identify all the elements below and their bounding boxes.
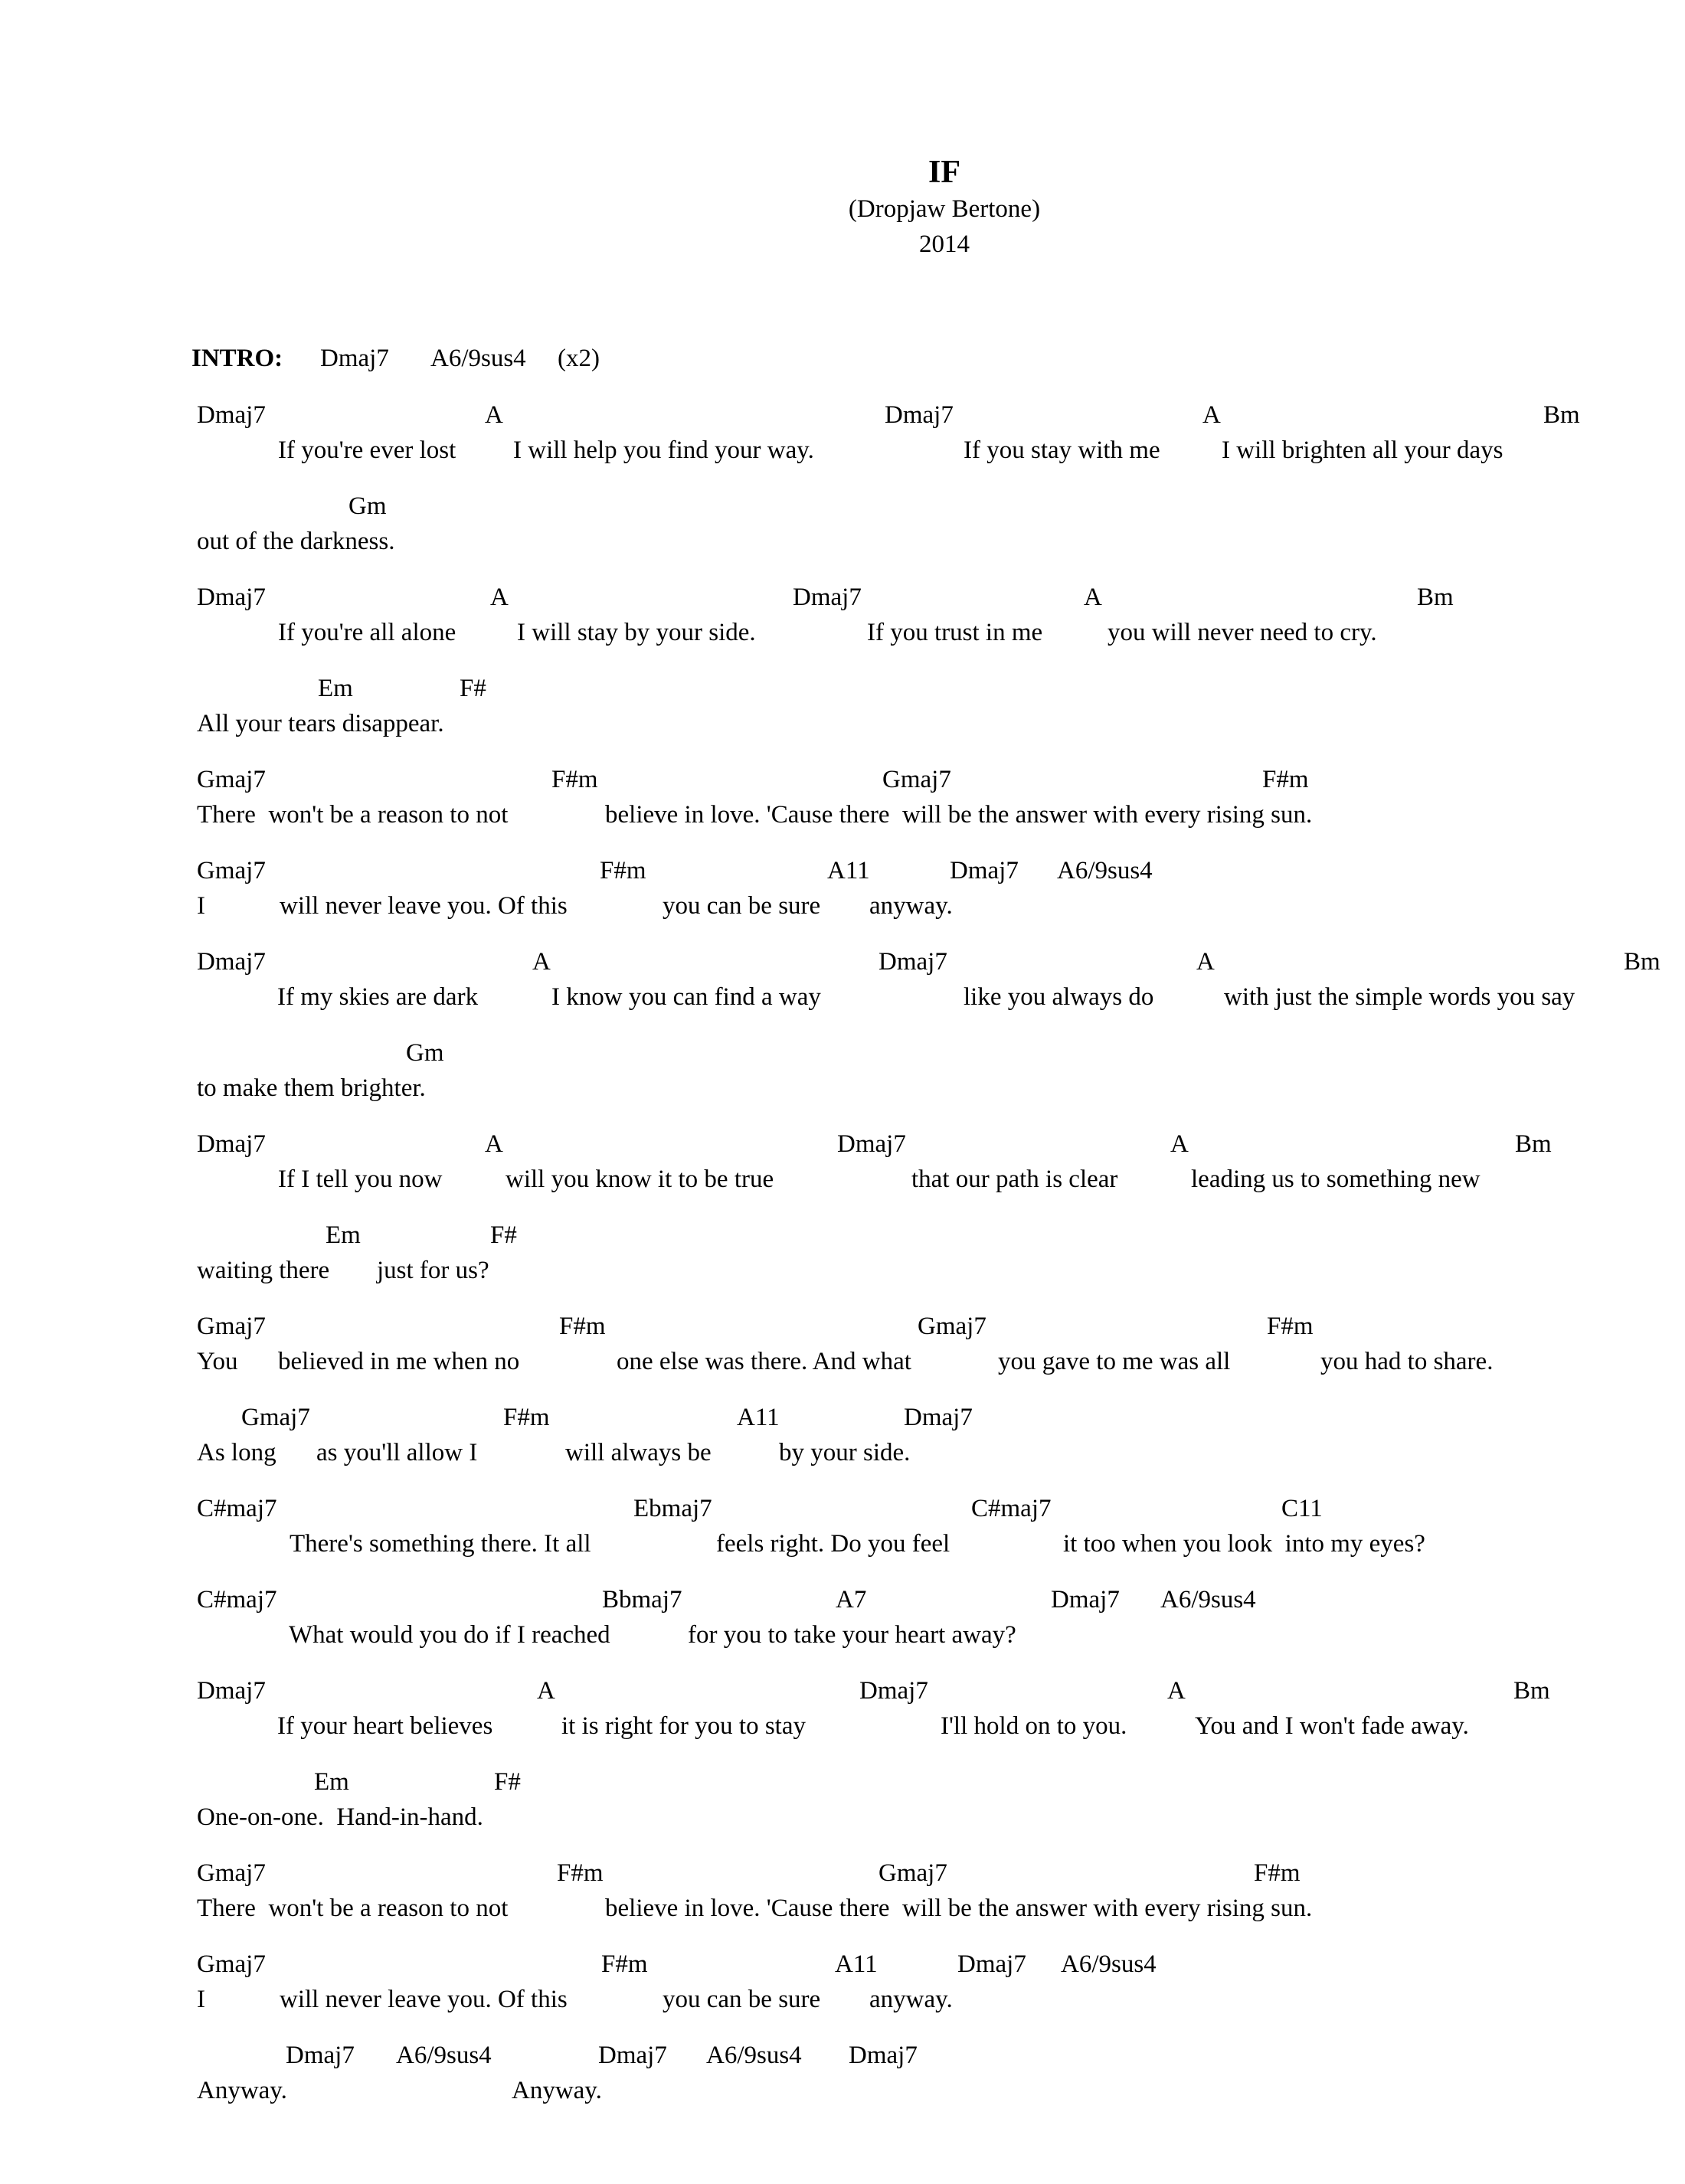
lyric-segment: You <box>197 1348 238 1375</box>
lyric-segment: anyway. <box>869 892 953 920</box>
chord: Dmaj7 <box>885 401 954 429</box>
lyric-segment: If your heart believes <box>277 1712 493 1740</box>
chord-line <box>0 944 1685 979</box>
song-section <box>0 1126 1685 1197</box>
chord: Gmaj7 <box>241 1404 310 1431</box>
song-section <box>0 762 1685 832</box>
chord: Bm <box>1515 1130 1552 1158</box>
chord: C#maj7 <box>197 1586 277 1613</box>
lyric-segment: like you always do <box>964 983 1154 1011</box>
chord: F#m <box>1254 1859 1301 1887</box>
chord: F#m <box>1262 766 1309 793</box>
chord: C11 <box>1281 1495 1323 1522</box>
chord-line <box>0 397 1685 433</box>
song-section <box>0 1218 1685 1288</box>
chord: Dmaj7 <box>286 2042 355 2069</box>
lyric-segment: If you stay with me <box>964 436 1160 464</box>
chord: Gmaj7 <box>197 857 266 884</box>
lyric-segment: out of the darkness. <box>197 528 395 555</box>
song-section <box>0 853 1685 924</box>
song-section <box>0 1400 1685 1470</box>
lyric-segment: You and I won't fade away. <box>1195 1712 1469 1740</box>
chord: Gm <box>348 492 387 520</box>
chord: C#maj7 <box>197 1495 277 1522</box>
lyric-line <box>0 2073 1685 2108</box>
lyric-line <box>0 979 1685 1015</box>
intro-chord: (x2) <box>558 345 600 372</box>
lyric-line <box>0 1071 1685 1106</box>
lyric-line <box>0 1344 1685 1379</box>
chord: Dmaj7 <box>950 857 1019 884</box>
lyric-line <box>0 1617 1685 1653</box>
lyric-segment: I will brighten all your days <box>1222 436 1503 464</box>
chord-line <box>0 489 1685 524</box>
sections <box>0 397 1685 2108</box>
song-section <box>0 1673 1685 1744</box>
lyric-segment: you had to share. <box>1320 1348 1494 1375</box>
title-block <box>102 153 1685 262</box>
lyric-segment: it too when you look into my eyes? <box>1063 1530 1425 1558</box>
chord-line <box>0 1035 1685 1071</box>
song-section <box>0 671 1685 741</box>
song-section <box>0 397 1685 468</box>
lyric-line <box>0 1435 1685 1470</box>
chord: A <box>1196 948 1215 976</box>
intro-label: INTRO: <box>191 345 283 372</box>
lyric-segment: If you're all alone <box>278 619 456 646</box>
lyric-segment: you will never need to cry. <box>1108 619 1377 646</box>
lyric-segment: will never leave you. Of this <box>280 1986 568 2013</box>
lyric-line <box>0 433 1685 468</box>
chord: A <box>1170 1130 1189 1158</box>
song-section <box>0 1947 1685 2017</box>
lyric-segment: will never leave you. Of this <box>280 892 568 920</box>
lyric-segment: believe in love. 'Cause there will be the answer with every rising sun. <box>605 1895 1313 1922</box>
chord: F#m <box>600 857 646 884</box>
lyric-segment: If you trust in me <box>867 619 1043 646</box>
lyric-segment: believed in me when no <box>278 1348 520 1375</box>
lyric-line <box>0 797 1685 832</box>
lyric-line <box>0 1162 1685 1197</box>
chord: Bbmaj7 <box>602 1586 682 1613</box>
lyric-segment: for you to take your heart away? <box>688 1621 1016 1649</box>
chord-line <box>0 1764 1685 1800</box>
lyric-segment: with just the simple words you say <box>1224 983 1575 1011</box>
chord: F#m <box>559 1313 606 1340</box>
chord: Dmaj7 <box>197 948 266 976</box>
chord-line <box>0 1400 1685 1435</box>
chord: A11 <box>827 857 870 884</box>
song-section <box>0 489 1685 559</box>
chord: A <box>485 1130 503 1158</box>
lyric-segment: waiting there <box>197 1257 330 1284</box>
lyric-line <box>0 1800 1685 1835</box>
lyric-line <box>0 1253 1685 1288</box>
lyric-line <box>0 615 1685 650</box>
intro-line <box>0 341 1685 376</box>
chord: Dmaj7 <box>197 584 266 611</box>
chord-line <box>0 762 1685 797</box>
chord-line <box>0 853 1685 888</box>
chord: Dmaj7 <box>598 2042 667 2069</box>
chord: A <box>485 401 503 429</box>
chord-line <box>0 580 1685 615</box>
chord: F#m <box>557 1859 604 1887</box>
song-title: IF <box>928 155 960 190</box>
chord: Gmaj7 <box>882 766 951 793</box>
chord: A <box>537 1677 555 1705</box>
lyric-segment: will you know it to be true <box>506 1166 774 1193</box>
lyric-segment: by your side. <box>779 1439 911 1466</box>
chord: Em <box>318 675 353 702</box>
song-section <box>0 1764 1685 1835</box>
chord: C#maj7 <box>971 1495 1052 1522</box>
lyric-segment: one else was there. And what <box>617 1348 911 1375</box>
lyric-segment: As long <box>197 1439 276 1466</box>
chord: Em <box>314 1768 349 1796</box>
lyric-segment: Anyway. <box>512 2077 602 2104</box>
chord: A6/9sus4 <box>396 2042 492 2069</box>
chord: A <box>1202 401 1221 429</box>
chord: A11 <box>835 1950 878 1978</box>
lyric-segment: I will stay by your side. <box>517 619 756 646</box>
chord: A6/9sus4 <box>706 2042 802 2069</box>
chord: Dmaj7 <box>904 1404 973 1431</box>
lyric-segment: There won't be a reason to not <box>197 1895 509 1922</box>
chord-line <box>0 671 1685 706</box>
chord-line <box>0 1582 1685 1617</box>
lyric-segment: Anyway. <box>197 2077 287 2104</box>
chord: Dmaj7 <box>793 584 862 611</box>
chord: Bm <box>1543 401 1580 429</box>
lyric-segment: There's something there. It all <box>290 1530 591 1558</box>
lyric-segment: just for us? <box>377 1257 489 1284</box>
chord: Dmaj7 <box>837 1130 906 1158</box>
chord: A7 <box>836 1586 867 1613</box>
lyric-line <box>0 1708 1685 1744</box>
lyric-segment: you can be sure <box>663 892 821 920</box>
chord: Gmaj7 <box>918 1313 986 1340</box>
chord-line <box>0 1947 1685 1982</box>
chord: Bm <box>1417 584 1454 611</box>
lyric-segment: that our path is clear <box>911 1166 1118 1193</box>
lyric-segment: you gave to me was all <box>998 1348 1231 1375</box>
chord: Ebmaj7 <box>633 1495 712 1522</box>
chord: Gmaj7 <box>197 1313 266 1340</box>
chord: Em <box>326 1221 361 1249</box>
chord: Dmaj7 <box>849 2042 918 2069</box>
lyric-segment: anyway. <box>869 1986 953 2013</box>
chord: Gmaj7 <box>878 1859 947 1887</box>
chord: Gmaj7 <box>197 1859 266 1887</box>
chord: A11 <box>737 1404 780 1431</box>
song-year: 2014 <box>919 230 970 258</box>
song-section <box>0 944 1685 1015</box>
song-section <box>0 1309 1685 1379</box>
lyric-segment: If I tell you now <box>278 1166 443 1193</box>
song-section <box>0 1855 1685 1926</box>
lyric-line <box>0 1891 1685 1926</box>
chord: A <box>532 948 551 976</box>
chord: F# <box>460 675 486 702</box>
chord: A <box>490 584 509 611</box>
lyric-segment: I will help you find your way. <box>513 436 814 464</box>
lyric-segment: If my skies are dark <box>277 983 479 1011</box>
chord: F#m <box>503 1404 550 1431</box>
chord: F#m <box>601 1950 648 1978</box>
song-section <box>0 580 1685 650</box>
chord: F#m <box>1267 1313 1314 1340</box>
chord-line <box>0 1309 1685 1344</box>
chord-line <box>0 1855 1685 1891</box>
lyric-segment: All your tears disappear. <box>197 710 444 737</box>
chord: Bm <box>1624 948 1660 976</box>
chord-line <box>0 1126 1685 1162</box>
lyric-segment: If you're ever lost <box>278 436 456 464</box>
lyric-segment: feels right. Do you feel <box>716 1530 950 1558</box>
chord: Dmaj7 <box>1051 1586 1120 1613</box>
chord: Gmaj7 <box>197 766 266 793</box>
chord-line <box>0 2038 1685 2073</box>
lyric-line <box>0 1982 1685 2017</box>
lyric-segment: I know you can find a way <box>551 983 821 1011</box>
lyric-segment: you can be sure <box>663 1986 821 2013</box>
lyric-segment: I <box>197 1986 205 2013</box>
chord: Dmaj7 <box>957 1950 1026 1978</box>
chord-line <box>0 1491 1685 1526</box>
lyric-segment: What would you do if I reached <box>289 1621 610 1649</box>
chord: F# <box>494 1768 521 1796</box>
song-section <box>0 1491 1685 1561</box>
song-artist: (Dropjaw Bertone) <box>848 195 1041 223</box>
lyric-segment: I <box>197 892 205 920</box>
chord: Dmaj7 <box>197 1130 266 1158</box>
lyric-line <box>0 524 1685 559</box>
song-section <box>0 1035 1685 1106</box>
chord: Gm <box>406 1039 444 1067</box>
chord: Dmaj7 <box>859 1677 928 1705</box>
lyric-segment: to make them brighter. <box>197 1074 426 1102</box>
chord: A <box>1167 1677 1186 1705</box>
chord-line <box>0 1673 1685 1708</box>
lyric-segment: I'll hold on to you. <box>941 1712 1127 1740</box>
lyric-line <box>0 706 1685 741</box>
chord: Dmaj7 <box>197 1677 266 1705</box>
song-section <box>0 2038 1685 2108</box>
chord: Dmaj7 <box>878 948 947 976</box>
chord: A6/9sus4 <box>1160 1586 1256 1613</box>
intro-chord: Dmaj7 <box>320 345 389 372</box>
chord: A6/9sus4 <box>1057 857 1153 884</box>
chord: A6/9sus4 <box>1061 1950 1157 1978</box>
chord: A <box>1084 584 1102 611</box>
lyric-segment: believe in love. 'Cause there will be the answer with every rising sun. <box>605 801 1313 829</box>
lyric-segment: will always be <box>565 1439 712 1466</box>
song-section <box>0 1582 1685 1653</box>
lyric-segment: One-on-one. Hand-in-hand. <box>197 1803 483 1831</box>
lyric-line <box>0 888 1685 924</box>
lyric-segment: There won't be a reason to not <box>197 801 509 829</box>
chord: Bm <box>1513 1677 1550 1705</box>
lyric-segment: as you'll allow I <box>316 1439 478 1466</box>
lyric-segment: leading us to something new <box>1191 1166 1481 1193</box>
chord: Dmaj7 <box>197 401 266 429</box>
chord: F#m <box>551 766 598 793</box>
intro-chord: A6/9sus4 <box>430 345 526 372</box>
lyric-segment: it is right for you to stay <box>561 1712 806 1740</box>
chord: Gmaj7 <box>197 1950 266 1978</box>
chord-line <box>0 1218 1685 1253</box>
lyric-line <box>0 1526 1685 1561</box>
chord: F# <box>490 1221 517 1249</box>
